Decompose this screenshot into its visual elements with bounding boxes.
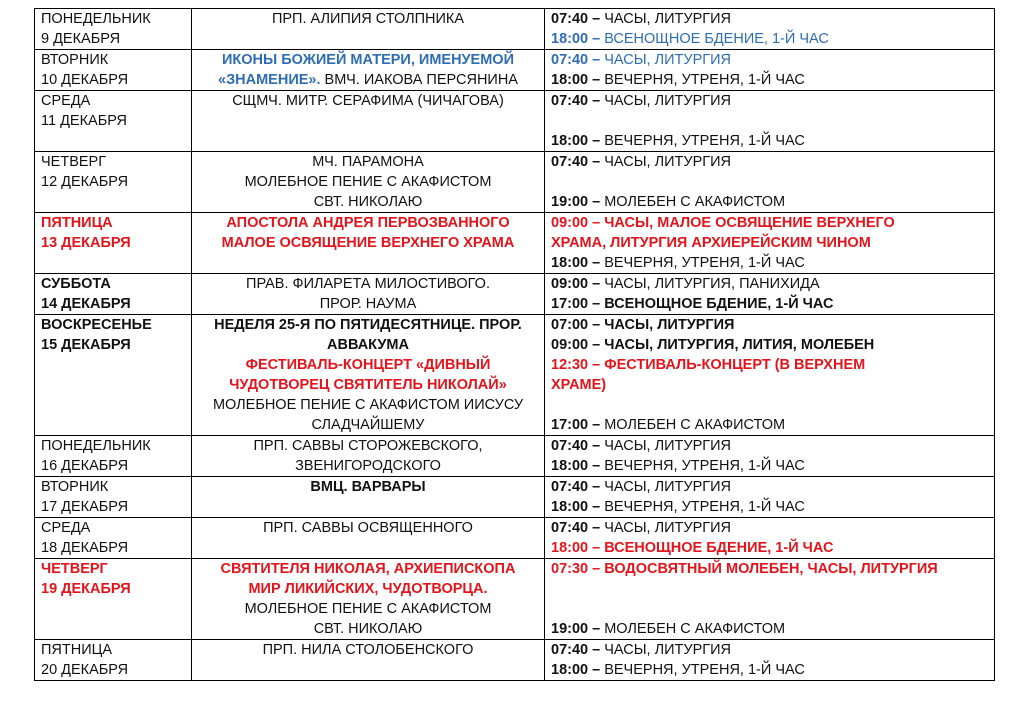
feast-line bbox=[198, 315, 538, 335]
service-time: 17:00 bbox=[551, 296, 589, 312]
weekday-label: ПЯТНИЦА bbox=[41, 215, 113, 231]
date-label: 9 ДЕКАБРЯ bbox=[41, 31, 121, 47]
time-separator: – bbox=[588, 11, 605, 27]
service-line bbox=[551, 172, 988, 192]
day-cell bbox=[35, 274, 192, 315]
service-time: 18:00 bbox=[551, 133, 589, 149]
service-text: ХРАМЕ) bbox=[551, 377, 607, 393]
day-cell bbox=[35, 152, 192, 213]
feast-line bbox=[198, 640, 538, 660]
feast-cell bbox=[192, 436, 545, 477]
time-separator: – bbox=[588, 540, 605, 556]
time-separator: – bbox=[588, 154, 605, 170]
service-line bbox=[551, 559, 988, 579]
service-time: 18:00 bbox=[551, 255, 589, 271]
schedule-row bbox=[35, 559, 995, 640]
time-separator: – bbox=[588, 662, 605, 678]
service-text: ВЕЧЕРНЯ, УТРЕНЯ, 1-Й ЧАС bbox=[604, 133, 805, 149]
time-separator: – bbox=[588, 31, 605, 47]
service-line bbox=[551, 518, 988, 538]
schedule-row bbox=[35, 274, 995, 315]
service-time: 07:30 bbox=[551, 561, 589, 577]
day-cell bbox=[35, 50, 192, 91]
service-time: 07:00 bbox=[551, 317, 589, 333]
service-text: МОЛЕБЕН С АКАФИСТОМ bbox=[604, 194, 786, 210]
time-separator: – bbox=[588, 52, 605, 68]
time-separator: – bbox=[588, 93, 605, 109]
time-separator: – bbox=[588, 357, 605, 373]
schedule-row bbox=[35, 640, 995, 681]
feast-text: СЩМЧ. МИТР. СЕРАФИМА (ЧИЧАГОВА) bbox=[232, 93, 504, 109]
feast-line bbox=[198, 274, 538, 294]
service-time: 09:00 bbox=[551, 337, 589, 353]
services-cell bbox=[545, 436, 995, 477]
service-text: ВСЕНОЩНОЕ БДЕНИЕ, 1-Й ЧАС bbox=[604, 296, 834, 312]
service-line bbox=[551, 497, 988, 517]
service-time: 12:30 bbox=[551, 357, 589, 373]
feast-text: МОЛЕБНОЕ ПЕНИЕ С АКАФИСТОМ bbox=[244, 174, 492, 190]
feast-text: СВТ. НИКОЛАЮ bbox=[313, 621, 423, 637]
services-cell bbox=[545, 91, 995, 152]
service-line bbox=[551, 415, 988, 435]
service-text: ЧАСЫ, ЛИТУРГИЯ bbox=[604, 52, 732, 68]
service-text: ЧАСЫ, ЛИТУРГИЯ bbox=[604, 93, 732, 109]
service-line bbox=[551, 477, 988, 497]
service-line bbox=[551, 111, 988, 131]
feast-line bbox=[198, 50, 538, 70]
schedule-body bbox=[35, 9, 995, 681]
feast-text: ВМЧ. ИАКОВА ПЕРСЯНИНА bbox=[320, 72, 518, 88]
feast-cell bbox=[192, 640, 545, 681]
schedule-row bbox=[35, 315, 995, 436]
services-cell bbox=[545, 50, 995, 91]
feast-text: МОЛЕБНОЕ ПЕНИЕ С АКАФИСТОМ bbox=[244, 601, 492, 617]
feast-text: СВТ. НИКОЛАЮ bbox=[313, 194, 423, 210]
service-line bbox=[551, 640, 988, 660]
feast-cell bbox=[192, 213, 545, 274]
service-text: ЧАСЫ, ЛИТУРГИЯ, ЛИТИЯ, МОЛЕБЕН bbox=[604, 337, 875, 353]
time-separator: – bbox=[588, 337, 605, 353]
feast-line bbox=[198, 9, 538, 29]
services-cell bbox=[545, 315, 995, 436]
feast-text: ПРОР. НАУМА bbox=[319, 296, 417, 312]
time-separator: – bbox=[588, 458, 605, 474]
feast-text: СЛАДЧАЙШЕМУ bbox=[311, 417, 425, 433]
feast-line bbox=[198, 477, 538, 497]
schedule-row bbox=[35, 91, 995, 152]
services-cell bbox=[545, 213, 995, 274]
service-time: 18:00 bbox=[551, 540, 589, 556]
service-line bbox=[551, 599, 988, 619]
schedule-table bbox=[34, 8, 995, 681]
feast-line bbox=[198, 579, 538, 599]
service-text: ВСЕНОЩНОЕ БДЕНИЕ, 1-Й ЧАС bbox=[604, 540, 834, 556]
service-time: 09:00 bbox=[551, 215, 589, 231]
service-line bbox=[551, 91, 988, 111]
service-text: ВСЕНОЩНОЕ БДЕНИЕ, 1-Й ЧАС bbox=[604, 31, 829, 47]
date-label: 17 ДЕКАБРЯ bbox=[41, 499, 129, 515]
service-time: 18:00 bbox=[551, 72, 589, 88]
time-separator: – bbox=[588, 215, 605, 231]
time-separator: – bbox=[588, 561, 605, 577]
day-cell bbox=[35, 640, 192, 681]
service-time: 19:00 bbox=[551, 194, 589, 210]
schedule-row bbox=[35, 152, 995, 213]
service-time: 07:40 bbox=[551, 93, 589, 109]
service-text: ЧАСЫ, ЛИТУРГИЯ bbox=[604, 520, 732, 536]
date-label: 16 ДЕКАБРЯ bbox=[41, 458, 129, 474]
service-time: 07:40 bbox=[551, 52, 589, 68]
service-time: 18:00 bbox=[551, 458, 589, 474]
service-time: 07:40 bbox=[551, 520, 589, 536]
weekday-label: ВТОРНИК bbox=[41, 52, 109, 68]
service-time: 09:00 bbox=[551, 276, 589, 292]
feast-cell bbox=[192, 518, 545, 559]
day-cell bbox=[35, 518, 192, 559]
feast-text: МИР ЛИКИЙСКИХ, ЧУДОТВОРЦА. bbox=[248, 581, 488, 597]
time-separator: – bbox=[588, 438, 605, 454]
weekday-label: ПОНЕДЕЛЬНИК bbox=[41, 11, 151, 27]
time-separator: – bbox=[588, 479, 605, 495]
weekday-label: ПОНЕДЕЛЬНИК bbox=[41, 438, 151, 454]
service-time: 18:00 bbox=[551, 662, 589, 678]
service-time: 18:00 bbox=[551, 499, 589, 515]
feast-line bbox=[198, 456, 538, 476]
time-separator: – bbox=[588, 296, 605, 312]
services-cell bbox=[545, 274, 995, 315]
feast-line bbox=[198, 172, 538, 192]
service-text: ЧАСЫ, ЛИТУРГИЯ bbox=[604, 11, 732, 27]
service-text: ЧАСЫ, ЛИТУРГИЯ, ПАНИХИДА bbox=[604, 276, 820, 292]
service-text: ФЕСТИВАЛЬ-КОНЦЕРТ (В ВЕРХНЕМ bbox=[604, 357, 866, 373]
feast-text: МАЛОЕ ОСВЯЩЕНИЕ ВЕРХНЕГО ХРАМА bbox=[221, 235, 515, 251]
service-line bbox=[551, 131, 988, 151]
weekday-label: СУББОТА bbox=[41, 276, 111, 292]
services-cell bbox=[545, 152, 995, 213]
service-text: ВЕЧЕРНЯ, УТРЕНЯ, 1-Й ЧАС bbox=[604, 499, 805, 515]
feast-cell bbox=[192, 91, 545, 152]
feast-text: ВМЦ. ВАРВАРЫ bbox=[310, 479, 426, 495]
service-line bbox=[551, 660, 988, 680]
feast-cell bbox=[192, 315, 545, 436]
services-cell bbox=[545, 9, 995, 50]
feast-line bbox=[198, 375, 538, 395]
day-cell bbox=[35, 91, 192, 152]
feast-text: СВЯТИТЕЛЯ НИКОЛАЯ, АРХИЕПИСКОПА bbox=[220, 561, 516, 577]
services-cell bbox=[545, 518, 995, 559]
service-text: ВОДОСВЯТНЫЙ МОЛЕБЕН, ЧАСЫ, ЛИТУРГИЯ bbox=[604, 561, 938, 577]
time-separator: – bbox=[588, 642, 605, 658]
services-cell bbox=[545, 640, 995, 681]
schedule-row bbox=[35, 518, 995, 559]
time-separator: – bbox=[588, 276, 605, 292]
feast-line bbox=[198, 619, 538, 639]
date-label: 15 ДЕКАБРЯ bbox=[41, 337, 131, 353]
feast-text: АПОСТОЛА АНДРЕЯ ПЕРВОЗВАННОГО bbox=[226, 215, 510, 231]
date-label: 14 ДЕКАБРЯ bbox=[41, 296, 131, 312]
feast-cell bbox=[192, 9, 545, 50]
service-text: ХРАМА, ЛИТУРГИЯ АРХИЕРЕЙСКИМ ЧИНОМ bbox=[551, 235, 871, 251]
feast-line bbox=[198, 192, 538, 212]
schedule-row bbox=[35, 436, 995, 477]
service-time: 07:40 bbox=[551, 154, 589, 170]
feast-text: МОЛЕБНОЕ ПЕНИЕ С АКАФИСТОМ ИИСУСУ bbox=[212, 397, 524, 413]
feast-line bbox=[198, 152, 538, 172]
feast-text: ПРАВ. ФИЛАРЕТА МИЛОСТИВОГО. bbox=[246, 276, 490, 292]
service-line bbox=[551, 294, 988, 314]
time-separator: – bbox=[588, 255, 605, 271]
weekday-label: ПЯТНИЦА bbox=[41, 642, 113, 658]
service-line bbox=[551, 456, 988, 476]
feast-line bbox=[198, 436, 538, 456]
date-label: 19 ДЕКАБРЯ bbox=[41, 581, 131, 597]
feast-text: АВВАКУМА bbox=[327, 337, 409, 353]
time-separator: – bbox=[588, 499, 605, 515]
date-label: 12 ДЕКАБРЯ bbox=[41, 174, 129, 190]
time-separator: – bbox=[588, 317, 605, 333]
service-line bbox=[551, 29, 988, 49]
services-cell bbox=[545, 477, 995, 518]
feast-line bbox=[198, 335, 538, 355]
date-label: 13 ДЕКАБРЯ bbox=[41, 235, 131, 251]
services-cell bbox=[545, 559, 995, 640]
service-text: ЧАСЫ, ЛИТУРГИЯ bbox=[604, 154, 732, 170]
feast-line bbox=[198, 415, 538, 435]
schedule-row bbox=[35, 477, 995, 518]
day-cell bbox=[35, 9, 192, 50]
schedule-row bbox=[35, 213, 995, 274]
weekday-label: ВТОРНИК bbox=[41, 479, 109, 495]
time-separator: – bbox=[588, 621, 605, 637]
day-cell bbox=[35, 559, 192, 640]
service-line bbox=[551, 233, 988, 253]
feast-line bbox=[198, 70, 538, 90]
date-label: 20 ДЕКАБРЯ bbox=[41, 662, 129, 678]
service-time: 07:40 bbox=[551, 642, 589, 658]
date-label: 11 ДЕКАБРЯ bbox=[41, 113, 128, 129]
time-separator: – bbox=[588, 417, 605, 433]
weekday-label: ЧЕТВЕРГ bbox=[41, 561, 108, 577]
service-line bbox=[551, 538, 988, 558]
service-line bbox=[551, 436, 988, 456]
feast-text: ЧУДОТВОРЕЦ СВЯТИТЕЛЬ НИКОЛАЙ» bbox=[229, 377, 507, 393]
service-time: 18:00 bbox=[551, 31, 589, 47]
feast-line bbox=[198, 233, 538, 253]
service-text: ВЕЧЕРНЯ, УТРЕНЯ, 1-Й ЧАС bbox=[604, 662, 805, 678]
service-text: ЧАСЫ, ЛИТУРГИЯ bbox=[604, 479, 732, 495]
time-separator: – bbox=[588, 520, 605, 536]
feast-line bbox=[198, 355, 538, 375]
feast-line bbox=[198, 518, 538, 538]
feast-line bbox=[198, 559, 538, 579]
weekday-label: ВОСКРЕСЕНЬЕ bbox=[41, 317, 152, 333]
date-label: 10 ДЕКАБРЯ bbox=[41, 72, 129, 88]
service-line bbox=[551, 70, 988, 90]
service-line bbox=[551, 375, 988, 395]
service-time: 19:00 bbox=[551, 621, 589, 637]
service-text: ЧАСЫ, МАЛОЕ ОСВЯЩЕНИЕ ВЕРХНЕГО bbox=[604, 215, 895, 231]
time-separator: – bbox=[588, 194, 605, 210]
weekday-label: СРЕДА bbox=[41, 520, 91, 536]
time-separator: – bbox=[588, 72, 605, 88]
feast-cell bbox=[192, 477, 545, 518]
service-text: ЧАСЫ, ЛИТУРГИЯ bbox=[604, 438, 732, 454]
feast-cell bbox=[192, 50, 545, 91]
service-text: ЧАСЫ, ЛИТУРГИЯ bbox=[604, 317, 735, 333]
service-line bbox=[551, 315, 988, 335]
service-line bbox=[551, 213, 988, 233]
service-time: 17:00 bbox=[551, 417, 589, 433]
service-text: ВЕЧЕРНЯ, УТРЕНЯ, 1-Й ЧАС bbox=[604, 72, 805, 88]
feast-line bbox=[198, 599, 538, 619]
feast-text: «ЗНАМЕНИЕ». bbox=[218, 72, 321, 88]
service-line bbox=[551, 253, 988, 273]
service-line bbox=[551, 152, 988, 172]
day-cell bbox=[35, 477, 192, 518]
feast-text: МЧ. ПАРАМОНА bbox=[312, 154, 424, 170]
time-separator: – bbox=[588, 133, 605, 149]
service-line bbox=[551, 9, 988, 29]
service-text: ВЕЧЕРНЯ, УТРЕНЯ, 1-Й ЧАС bbox=[604, 255, 805, 271]
feast-line bbox=[198, 294, 538, 314]
feast-line bbox=[198, 395, 538, 415]
service-text: МОЛЕБЕН С АКАФИСТОМ bbox=[604, 417, 786, 433]
service-line bbox=[551, 619, 988, 639]
feast-line bbox=[198, 91, 538, 111]
day-cell bbox=[35, 213, 192, 274]
feast-text: ФЕСТИВАЛЬ-КОНЦЕРТ «ДИВНЫЙ bbox=[245, 357, 491, 373]
weekday-label: СРЕДА bbox=[41, 93, 91, 109]
feast-cell bbox=[192, 274, 545, 315]
service-line bbox=[551, 335, 988, 355]
schedule-row bbox=[35, 9, 995, 50]
weekday-label: ЧЕТВЕРГ bbox=[41, 154, 107, 170]
feast-text: ПРП. АЛИПИЯ СТОЛПНИКА bbox=[271, 11, 465, 27]
service-line bbox=[551, 355, 988, 375]
day-cell bbox=[35, 436, 192, 477]
service-line bbox=[551, 274, 988, 294]
service-line bbox=[551, 579, 988, 599]
feast-line bbox=[198, 213, 538, 233]
service-line bbox=[551, 50, 988, 70]
feast-text: ЗВЕНИГОРОДСКОГО bbox=[295, 458, 441, 474]
service-text: ВЕЧЕРНЯ, УТРЕНЯ, 1-Й ЧАС bbox=[604, 458, 805, 474]
feast-text: НЕДЕЛЯ 25-Я ПО ПЯТИДЕСЯТНИЦЕ. ПРОР. bbox=[214, 317, 522, 333]
date-label: 18 ДЕКАБРЯ bbox=[41, 540, 129, 556]
service-text: ЧАСЫ, ЛИТУРГИЯ bbox=[604, 642, 732, 658]
feast-cell bbox=[192, 152, 545, 213]
feast-text: ПРП. САВВЫ СТОРОЖЕВСКОГО, bbox=[253, 438, 483, 454]
feast-text: ИКОНЫ БОЖИЕЙ МАТЕРИ, ИМЕНУЕМОЙ bbox=[221, 52, 515, 68]
day-cell bbox=[35, 315, 192, 436]
service-text: МОЛЕБЕН С АКАФИСТОМ bbox=[604, 621, 786, 637]
schedule-row bbox=[35, 50, 995, 91]
service-line bbox=[551, 395, 988, 415]
service-line bbox=[551, 192, 988, 212]
service-time: 07:40 bbox=[551, 11, 589, 27]
service-time: 07:40 bbox=[551, 479, 589, 495]
service-time: 07:40 bbox=[551, 438, 589, 454]
feast-text: ПРП. НИЛА СТОЛОБЕНСКОГО bbox=[262, 642, 474, 658]
feast-text: ПРП. САВВЫ ОСВЯЩЕННОГО bbox=[263, 520, 473, 536]
feast-cell bbox=[192, 559, 545, 640]
